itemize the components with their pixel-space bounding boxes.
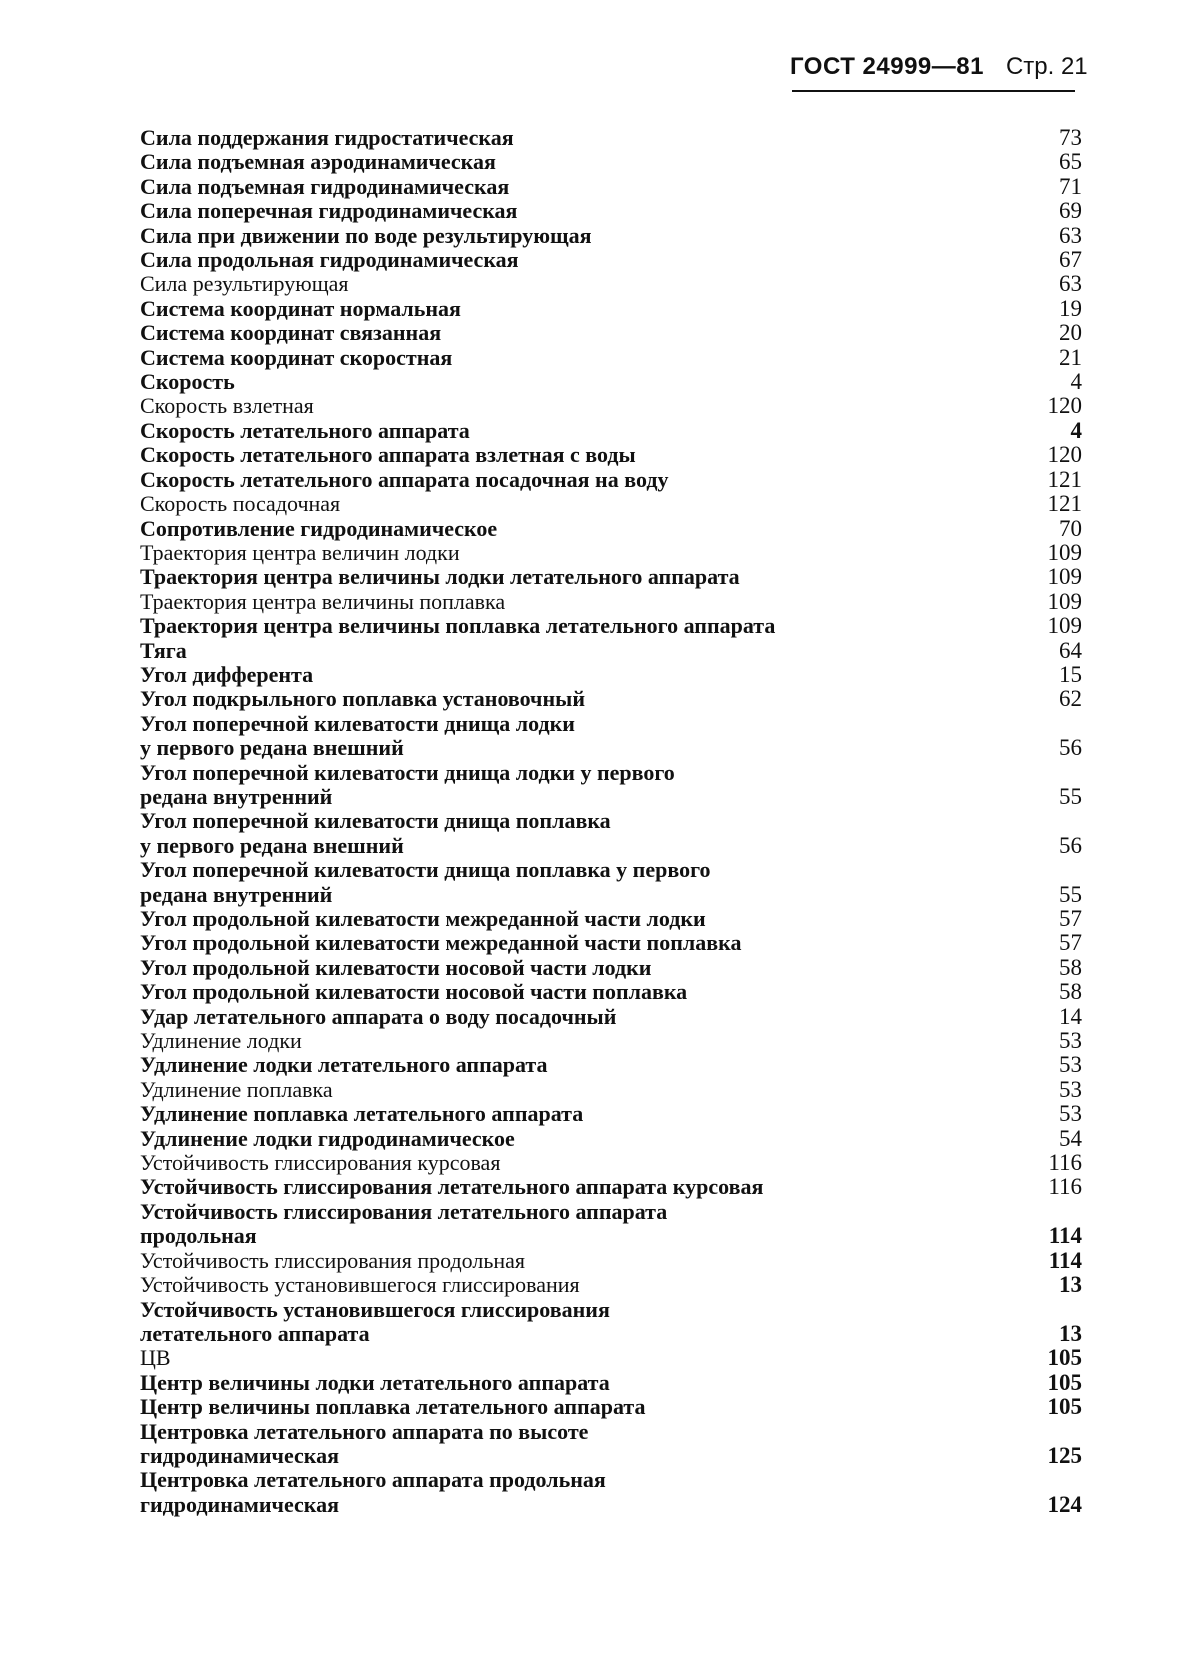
index-page-ref: 114 xyxy=(1048,1223,1082,1249)
index-term: Угол продольной килеватости межреданной части поплавка xyxy=(140,930,742,956)
index-term: Скорость взлетная xyxy=(140,393,314,419)
index-page-ref: 13 xyxy=(1059,1320,1082,1346)
index-entry xyxy=(140,272,1082,296)
index-entry xyxy=(140,394,1082,418)
index-term: Центровка летательного аппарата по высоте гидродинамическая xyxy=(140,1418,589,1468)
index-entry xyxy=(140,248,1082,272)
index-term: Сила при движении по воде результирующая xyxy=(140,222,592,248)
index-entry xyxy=(140,1420,1082,1469)
subject-index xyxy=(140,126,1082,1517)
index-page-ref: 121 xyxy=(1047,491,1082,517)
index-term: Удлинение поплавка xyxy=(140,1076,333,1102)
index-page-ref: 120 xyxy=(1047,442,1082,468)
index-term: Удар летательного аппарата о воду посадочный xyxy=(140,1003,617,1029)
index-page-ref: 4 xyxy=(1070,369,1082,395)
index-term: Сила подъемная аэродинамическая xyxy=(140,149,496,175)
index-entry xyxy=(140,1200,1082,1249)
index-term: Устойчивость установившегося глиссирования летательного аппарата xyxy=(140,1296,610,1346)
index-term: Скорость летательного аппарата xyxy=(140,417,470,443)
index-term: Удлинение лодки гидродинамическое xyxy=(140,1125,515,1151)
index-entry xyxy=(140,712,1082,761)
index-entry xyxy=(140,468,1082,492)
index-term: Скорость xyxy=(140,369,235,395)
index-page-ref: 58 xyxy=(1059,979,1082,1005)
index-term: Сила поперечная гидродинамическая xyxy=(140,198,518,224)
index-entry xyxy=(140,761,1082,810)
index-entry xyxy=(140,1395,1082,1419)
index-page-ref: 109 xyxy=(1047,613,1082,639)
index-page-ref: 21 xyxy=(1059,344,1082,370)
index-page-ref: 65 xyxy=(1059,149,1082,175)
index-page-ref: 70 xyxy=(1059,515,1082,541)
index-page-ref: 116 xyxy=(1048,1174,1082,1200)
index-term: Устойчивость глиссирования летательного аппарата курсовая xyxy=(140,1174,764,1200)
index-term: Скорость посадочная xyxy=(140,491,341,517)
index-term: Сила результирующая xyxy=(140,271,349,297)
index-entry xyxy=(140,687,1082,711)
index-entry xyxy=(140,931,1082,955)
index-entry xyxy=(140,1029,1082,1053)
running-header xyxy=(790,52,1088,92)
index-term: ЦВ xyxy=(140,1345,171,1371)
index-page-ref: 53 xyxy=(1059,1028,1082,1054)
index-page-ref: 67 xyxy=(1059,247,1082,273)
index-entry xyxy=(140,858,1082,907)
index-page-ref: 20 xyxy=(1059,320,1082,346)
index-term: Система координат скоростная xyxy=(140,344,453,370)
index-term: Сила продольная гидродинамическая xyxy=(140,247,519,273)
index-term: Траектория центра величины поплавка летательного аппарата xyxy=(140,613,776,639)
index-entry xyxy=(140,199,1082,223)
index-term: Устойчивость глиссирования курсовая xyxy=(140,1150,501,1176)
index-term: Угол поперечной килеватости днища поплавка у первого редана внешний xyxy=(140,808,611,858)
index-entry xyxy=(140,1346,1082,1370)
index-term: Угол дифферента xyxy=(140,661,314,687)
page-number: Стр. 21 xyxy=(1005,53,1088,80)
index-term: Система координат связанная xyxy=(140,320,442,346)
index-entry xyxy=(140,150,1082,174)
index-term: Сила поддержания гидростатическая xyxy=(140,125,514,150)
standard-number: ГОСТ 24999—81 xyxy=(790,53,984,80)
index-term: Угол продольной килеватости носовой части поплавка xyxy=(140,979,688,1005)
index-page-ref: 19 xyxy=(1059,295,1082,321)
index-term: Центр величины лодки летательного аппарата xyxy=(140,1369,610,1395)
index-term: Траектория центра величины поплавка xyxy=(140,588,506,614)
index-page-ref: 14 xyxy=(1059,1003,1082,1029)
index-entry xyxy=(140,1175,1082,1199)
index-term: Угол поперечной килеватости днища лодки у первого редана внешний xyxy=(140,710,575,761)
index-page-ref: 64 xyxy=(1059,637,1082,663)
index-term: Удлинение лодки летательного аппарата xyxy=(140,1052,548,1078)
index-page-ref: 55 xyxy=(1059,783,1082,809)
index-page-ref: 56 xyxy=(1059,832,1082,858)
index-page-ref: 13 xyxy=(1059,1272,1082,1298)
index-entry xyxy=(140,809,1082,858)
index-entry xyxy=(140,663,1082,687)
index-entry xyxy=(140,346,1082,370)
index-entry xyxy=(140,639,1082,663)
index-page-ref: 57 xyxy=(1059,930,1082,956)
index-term: Угол поперечной килеватости днища поплавка у первого редана внутренний xyxy=(140,857,711,907)
index-term: Центр величины поплавка летательного аппарата xyxy=(140,1394,646,1420)
index-entry xyxy=(140,1273,1082,1297)
index-entry xyxy=(140,419,1082,443)
index-entry xyxy=(140,565,1082,589)
index-page-ref: 71 xyxy=(1059,173,1082,199)
index-entry xyxy=(140,1005,1082,1029)
index-page-ref: 4 xyxy=(1070,417,1082,443)
index-page-ref: 114 xyxy=(1048,1247,1082,1273)
index-page-ref: 55 xyxy=(1059,881,1082,907)
index-page-ref: 54 xyxy=(1059,1125,1082,1151)
index-entry xyxy=(140,126,1082,150)
index-term: Траектория центра величин лодки xyxy=(140,539,460,565)
header-rule xyxy=(792,90,1075,92)
index-page-ref: 120 xyxy=(1047,393,1082,419)
index-entry xyxy=(140,614,1082,638)
index-entry xyxy=(140,1053,1082,1077)
index-entry xyxy=(140,1078,1082,1102)
index-entry xyxy=(140,224,1082,248)
index-page-ref: 105 xyxy=(1047,1345,1082,1371)
index-entry xyxy=(140,590,1082,614)
index-page-ref: 53 xyxy=(1059,1076,1082,1102)
index-entry xyxy=(140,370,1082,394)
index-entry xyxy=(140,1151,1082,1175)
index-term: Устойчивость установившегося глиссирования xyxy=(140,1272,580,1298)
index-page-ref: 116 xyxy=(1048,1150,1082,1176)
index-page-ref: 124 xyxy=(1047,1491,1082,1517)
index-page-ref: 57 xyxy=(1059,906,1082,931)
index-term: Траектория центра величины лодки летательного аппарата xyxy=(140,564,740,590)
index-page-ref: 62 xyxy=(1059,686,1082,712)
index-term: Угол продольной килеватости носовой части лодки xyxy=(140,954,652,980)
index-page-ref: 105 xyxy=(1047,1394,1082,1420)
index-page-ref: 121 xyxy=(1047,466,1082,492)
index-entry xyxy=(140,1371,1082,1395)
index-entry xyxy=(140,907,1082,931)
index-term: Сопротивление гидродинамическое xyxy=(140,515,498,541)
index-term: Тяга xyxy=(140,637,187,663)
index-page-ref: 109 xyxy=(1047,588,1082,614)
index-term: Центровка летательного аппарата продольная гидродинамическая xyxy=(140,1467,606,1517)
index-page-ref: 69 xyxy=(1059,198,1082,224)
index-page-ref: 53 xyxy=(1059,1052,1082,1078)
index-entry xyxy=(140,517,1082,541)
index-term: Удлинение поплавка летательного аппарата xyxy=(140,1101,584,1127)
index-entry xyxy=(140,1127,1082,1151)
index-page-ref: 63 xyxy=(1059,222,1082,248)
index-term: Скорость летательного аппарата взлетная с воды xyxy=(140,442,636,468)
index-term: Система координат нормальная xyxy=(140,295,461,321)
index-entry xyxy=(140,956,1082,980)
index-page-ref: 105 xyxy=(1047,1369,1082,1395)
index-term: Угол подкрыльного поплавка установочный xyxy=(140,686,585,712)
index-page-ref: 109 xyxy=(1047,539,1082,565)
index-entry xyxy=(140,443,1082,467)
index-entry xyxy=(140,297,1082,321)
index-term: Угол продольной килеватости межреданной части лодки xyxy=(140,906,706,931)
index-page-ref: 15 xyxy=(1059,661,1082,687)
index-entry xyxy=(140,980,1082,1004)
index-page-ref: 63 xyxy=(1059,271,1082,297)
index-page-ref: 56 xyxy=(1059,735,1082,761)
index-term: Угол поперечной килеватости днища лодки у первого редана внутренний xyxy=(140,759,675,809)
index-term: Устойчивость глиссирования летательного аппарата продольная xyxy=(140,1198,668,1249)
index-term: Устойчивость глиссирования продольная xyxy=(140,1247,526,1273)
index-entry xyxy=(140,321,1082,345)
index-entry xyxy=(140,541,1082,565)
index-page-ref: 58 xyxy=(1059,954,1082,980)
index-entry xyxy=(140,1298,1082,1347)
index-term: Удлинение лодки xyxy=(140,1028,302,1054)
index-page-ref: 53 xyxy=(1059,1101,1082,1127)
index-entry xyxy=(140,1249,1082,1273)
index-entry xyxy=(140,492,1082,516)
index-term: Сила подъемная гидродинамическая xyxy=(140,173,510,199)
index-entry xyxy=(140,1102,1082,1126)
index-page-ref: 125 xyxy=(1047,1442,1082,1468)
index-page-ref: 73 xyxy=(1059,125,1082,150)
index-entry xyxy=(140,1468,1082,1517)
index-page-ref: 109 xyxy=(1047,564,1082,590)
index-entry xyxy=(140,175,1082,199)
index-term: Скорость летательного аппарата посадочная на воду xyxy=(140,466,669,492)
